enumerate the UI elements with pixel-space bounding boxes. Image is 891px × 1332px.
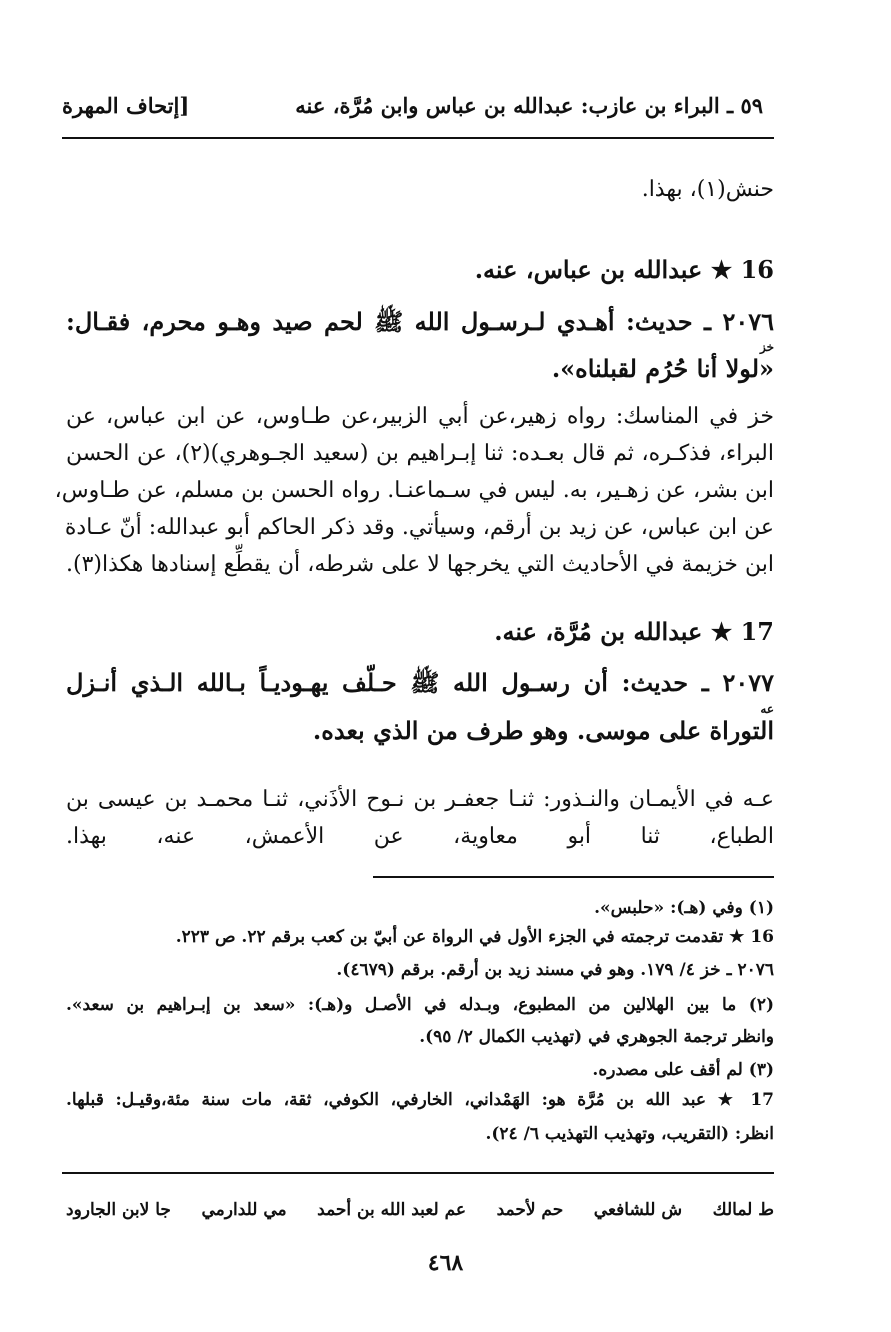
paragraph-2076-line3: ابن بشر، عن زهـير، به. ليس في سـماعنـا. رواه الحسن بن مسلم، عن طـاوس،	[54, 478, 774, 503]
footnote-17-line1: 17 ★ عبد الله بن مُرَّة هو: الهَمْداني، الخارفي، الكوفي، ثقة، مات سنة مئة،وقيـل: قبلها.	[66, 1090, 774, 1110]
abbrev-darimi: مي للدارمي	[201, 1200, 287, 1220]
footnote-2-line1: (٢) ما بين الهلالين من المطبوع، وبـدله في الأصـل و(هـ): «سعد بن إبـراهيم بن سعد».	[66, 995, 774, 1015]
paragraph-2076-line1: خز في المناسك: رواه زهير،عن أبي الزبير،عن طـاوس، عن ابن عباس، عن	[66, 404, 774, 429]
paragraph-2076-line2: البراء، فذكـره، ثم قال بعـده: ثنا إبـراهيم بن (سعيد الجـوهري)(٢)، عن الحسن	[66, 441, 774, 466]
section-title-16: 16 ★ عبدالله بن عباس، عنه.	[474, 255, 774, 284]
footnote-16: 16 ★ تقدمت ترجمته في الجزء الأول في الرواة عن أبيّ بن كعب برقم ٢٢. ص ٢٢٣.	[175, 927, 774, 947]
abbrev-shafii: ش للشافعي	[593, 1200, 683, 1220]
paragraph-2077-line2: الطباع، ثنا أبو معاوية، عن الأعمش، عنه، بهذا.	[66, 824, 774, 849]
running-header-book: [إتحاف المهرة	[62, 93, 190, 118]
footnote-2-line2: وانظر ترجمة الجوهري في (تهذيب الكمال ٢/ ٩٥).	[419, 1027, 774, 1047]
abbrev-ahmad: حم لأحمد	[496, 1200, 564, 1220]
hadith-2076-line1: ٢٠٧٦ ـ حديث: أهـدي لـرسـول الله ﷺ لحم صيد وهـو محرم، فقـال:	[66, 307, 774, 336]
running-header-title: ٥٩ ـ البراء بن عازب: عبدالله بن عباس وابن مُرَّة، عنه	[295, 93, 763, 118]
paragraph-2076-line5: ابن خزيمة في الأحاديث التي يخرجها لا على شرطه، أن يقطِّع إسنادها هكذا(٣).	[66, 552, 774, 577]
header-rule	[62, 137, 774, 139]
hadith-2076-line2: «لولا أنا حُرُم لقبلناه».	[551, 354, 774, 383]
hadith-2077-line2: التوراة على موسى. وهو طرف من الذي بعده.	[312, 716, 774, 745]
hadith-2076-mark: خز	[759, 340, 774, 354]
abbrev-malik: ط لمالك	[712, 1200, 774, 1220]
section-title-17: 17 ★ عبدالله بن مُرَّة، عنه.	[494, 617, 774, 646]
abbreviation-legend	[66, 1200, 774, 1220]
page-number: ٤٦٨	[427, 1250, 464, 1276]
footnote-17-line2: انظر: (التقريب، وتهذيب التهذيب ٦/ ٢٤).	[485, 1124, 774, 1144]
paragraph-2076-line4: عن ابن عباس، عن زيد بن أرقم، وسيأتي. وقد ذكر الحاكم أبو عبدالله: أنّ عـادة	[64, 515, 774, 540]
abbrev-abdullah-ahmad: عم لعبد الله بن أحمد	[317, 1200, 467, 1220]
footnote-1: (١) وفي (هـ): «حلبس».	[594, 898, 774, 918]
footnote-separator	[373, 876, 774, 878]
abbreviations-rule	[62, 1172, 774, 1174]
footnote-2076: ٢٠٧٦ ـ خز ٤/ ١٧٩. وهو في مسند زيد بن أرقم. برقم (٤٦٧٩).	[336, 960, 774, 980]
hadith-2077-line1: ٢٠٧٧ ـ حديث: أن رسـول الله ﷺ حـلّف يهـوديـاً بـالله الـذي أنـزل	[66, 668, 774, 697]
paragraph-2077-line1: عـه في الأيمـان والنـذور: ثنـا جعفـر بن نـوح الأذَني، ثنـا محمـد بن عيسى بن	[66, 787, 774, 812]
abbrev-ibn-jarud: جا لابن الجارود	[66, 1200, 171, 1220]
hadith-2077-mark: عه	[760, 702, 774, 716]
footnote-3: (٣) لم أقف على مصدره.	[592, 1060, 774, 1080]
text-line: حنش(١)، بهذا.	[641, 177, 774, 202]
